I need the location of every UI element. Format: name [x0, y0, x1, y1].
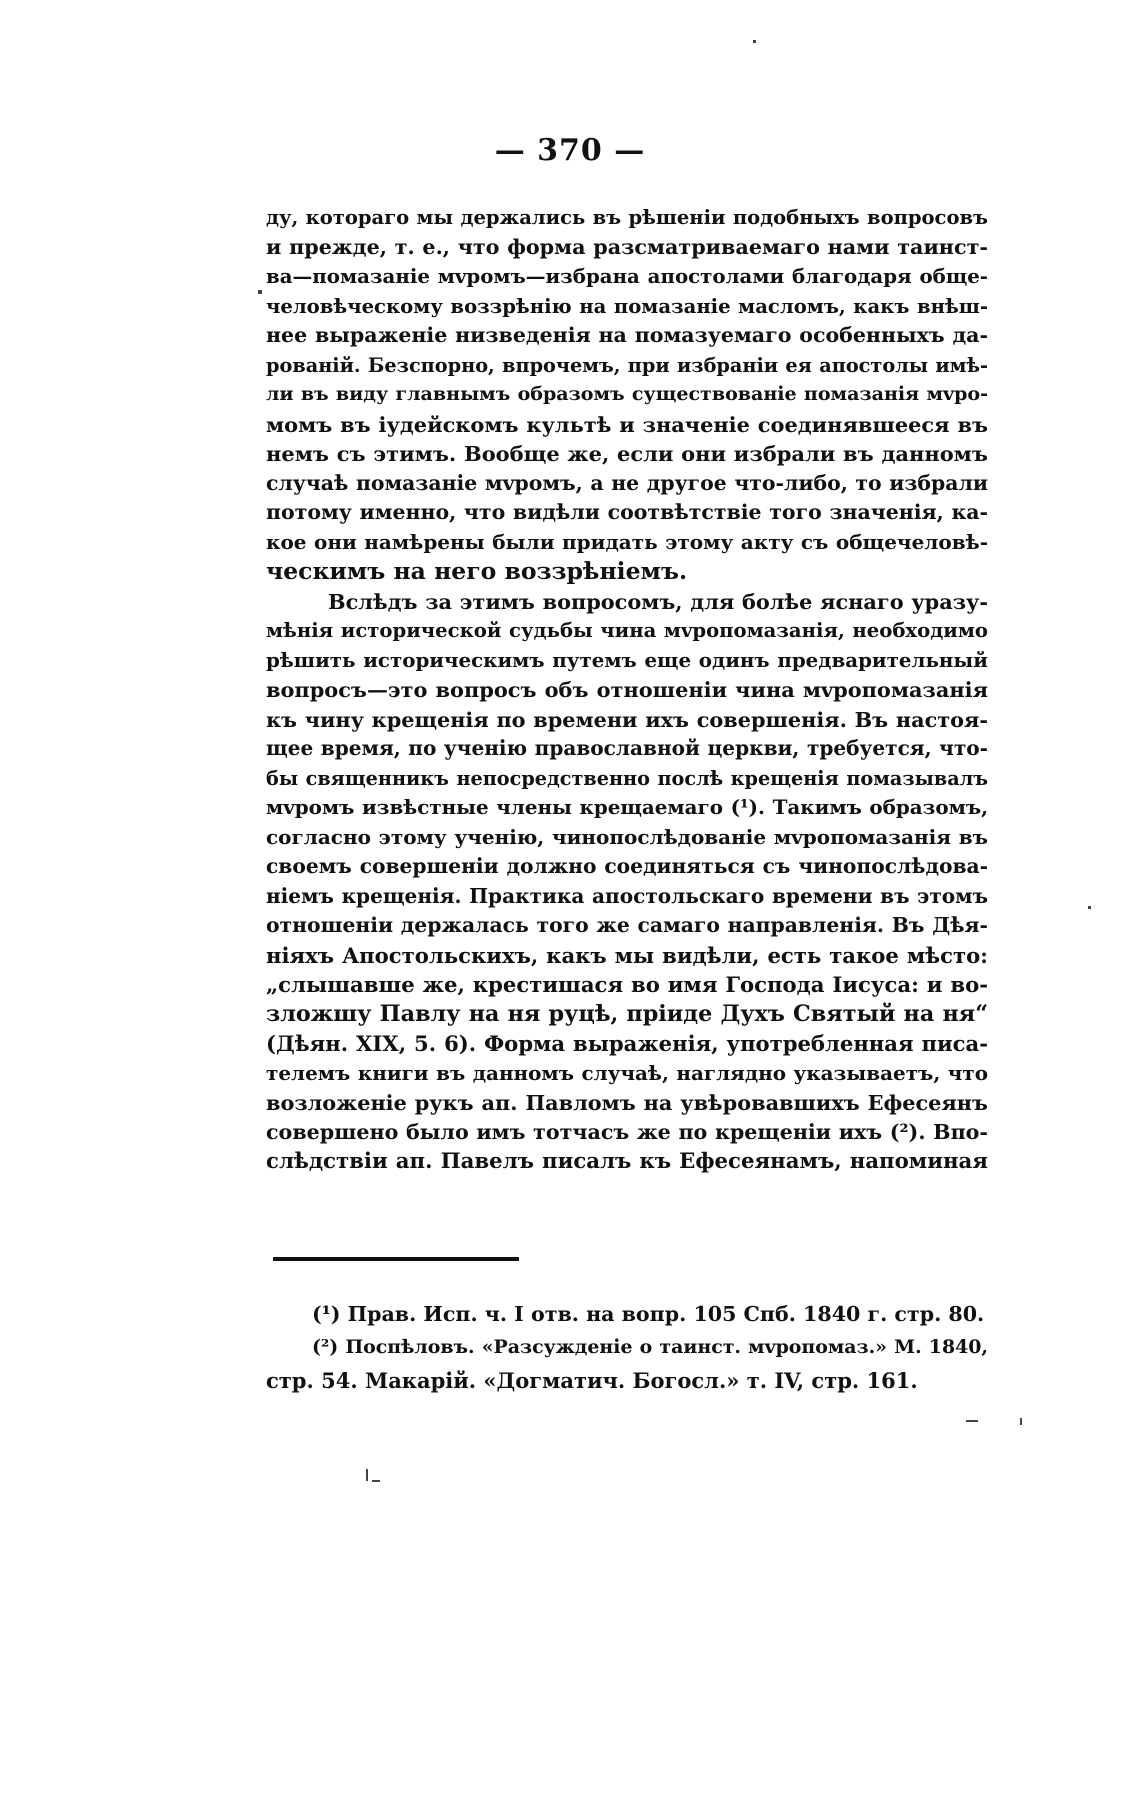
text-line: ду, котораго мы держались въ рѣшеніи подобныхъ вопросовъ	[266, 206, 988, 229]
text-line: телемъ книги въ данномъ случаѣ, наглядно указываетъ, что	[266, 1060, 988, 1085]
text-line: человѣческому воззрѣнію на помазаніе масломъ, какъ внѣш-	[266, 294, 988, 318]
scan-speck	[1020, 1418, 1022, 1425]
scan-speck	[366, 1469, 368, 1481]
text-line: слѣдствіи ап. Павелъ писалъ къ Ефесеянамъ, напоминая	[266, 1149, 988, 1174]
text-line: рѣшить историческимъ путемъ еще одинъ предварительный	[266, 647, 988, 672]
text-line: совершено было имъ тотчасъ же по крещеніи ихъ (²). Впо-	[266, 1119, 988, 1144]
text-line: и прежде, т. е., что форма разсматриваемаго нами таинст-	[266, 234, 988, 259]
scan-speck	[1088, 906, 1091, 909]
text-line: ва—помазаніе мvромъ—избрана апостолами благодаря обще-	[266, 264, 988, 288]
paragraph-2	[266, 587, 988, 1177]
text-line: нее выраженіе низведенія на помазуемаго особенныхъ да-	[266, 323, 988, 347]
text-line: ніяхъ Апостольскихъ, какъ мы видѣли, есть такое мѣсто:	[266, 942, 988, 968]
scan-speck	[966, 1420, 978, 1422]
scan-speck	[258, 290, 262, 294]
text-line: согласно этому ученію, чинопослѣдованіе мvропомазанія въ	[266, 824, 988, 849]
paragraph-1	[266, 203, 988, 587]
text-line: зложшу Павлу на ня руцѣ, пріиде Духъ Святый на ня“	[266, 1000, 988, 1027]
body-text	[266, 203, 988, 1177]
text-line: ческимъ на него воззрѣніемъ.	[266, 557, 688, 585]
text-line: (Дѣян. XIX, 5. 6). Форма выраженія, употребленная писа-	[266, 1031, 988, 1056]
text-line: своемъ совершеніи должно соединяться съ чинопослѣдова-	[266, 854, 988, 878]
text-line: „слышавше же, крестишася во имя Господа Іисуса: и во-	[266, 972, 988, 997]
text-line: ніемъ крещенія. Практика апостольскаго времени въ этомъ	[266, 883, 988, 908]
scan-speck	[372, 1480, 380, 1482]
text-line: рованій. Безспорно, впрочемъ, при избраніи ея апостолы имѣ-	[266, 353, 988, 377]
text-line: немъ съ этимъ. Вообще же, если они избрали въ данномъ	[266, 441, 988, 466]
text-line: отношеніи держалась того же самаго направленія. Въ Дѣя-	[266, 913, 988, 937]
footnote-1: (¹) Прав. Исп. ч. I отв. на вопр. 105 Спб. 1840 г. стр. 80.	[312, 1302, 985, 1326]
text-line: ли въ виду главнымъ образомъ существованіе помазанія мvро-	[266, 383, 988, 405]
text-line: возложеніе рукъ ап. Павломъ на увѣровавшихъ Ефесеянъ	[266, 1090, 988, 1115]
text-line: къ чину крещенія по времени ихъ совершенія. Въ настоя-	[266, 706, 988, 732]
text-line: момъ въ іудейскомъ культѣ и значеніе соединявшееся въ	[266, 411, 988, 437]
footnote-2: (²) Поспѣловъ. «Разсужденіе о таинст. мvропомаз.» М. 1840,	[312, 1336, 988, 1358]
text-line: вопросъ—это вопросъ объ отношеніи чина мvропомазанія	[266, 677, 988, 702]
text-line: мѣнія исторической судьбы чина мvропомазанія, необходимо	[266, 619, 988, 642]
footnote-divider	[273, 1257, 519, 1261]
footnote-2-continued: стр. 54. Макарій. «Догматич. Богосл.» т. IV, стр. 161.	[266, 1368, 918, 1393]
page-number: — 370 —	[494, 133, 646, 168]
text-line: мvромъ извѣстные члены крещаемаго (¹). Такимъ образомъ,	[266, 795, 988, 819]
text-line: потому именно, что видѣли соотвѣтствіе того значенія, ка-	[266, 500, 988, 524]
text-line: бы священникъ непосредственно послѣ крещенія помазывалъ	[266, 766, 988, 790]
text-line: кое они намѣрены были придать этому акту съ общечеловѣ-	[266, 529, 988, 554]
text-line: Вслѣдъ за этимъ вопросомъ, для болѣе яснаго уразу-	[328, 588, 988, 614]
text-line: щее время, по ученію православной церкви, требуется, что-	[266, 736, 988, 760]
text-line: случаѣ помазаніе мvромъ, а не другое что-либо, то избрали	[266, 470, 988, 495]
scan-speck	[753, 40, 756, 43]
footnotes	[266, 1298, 988, 1397]
